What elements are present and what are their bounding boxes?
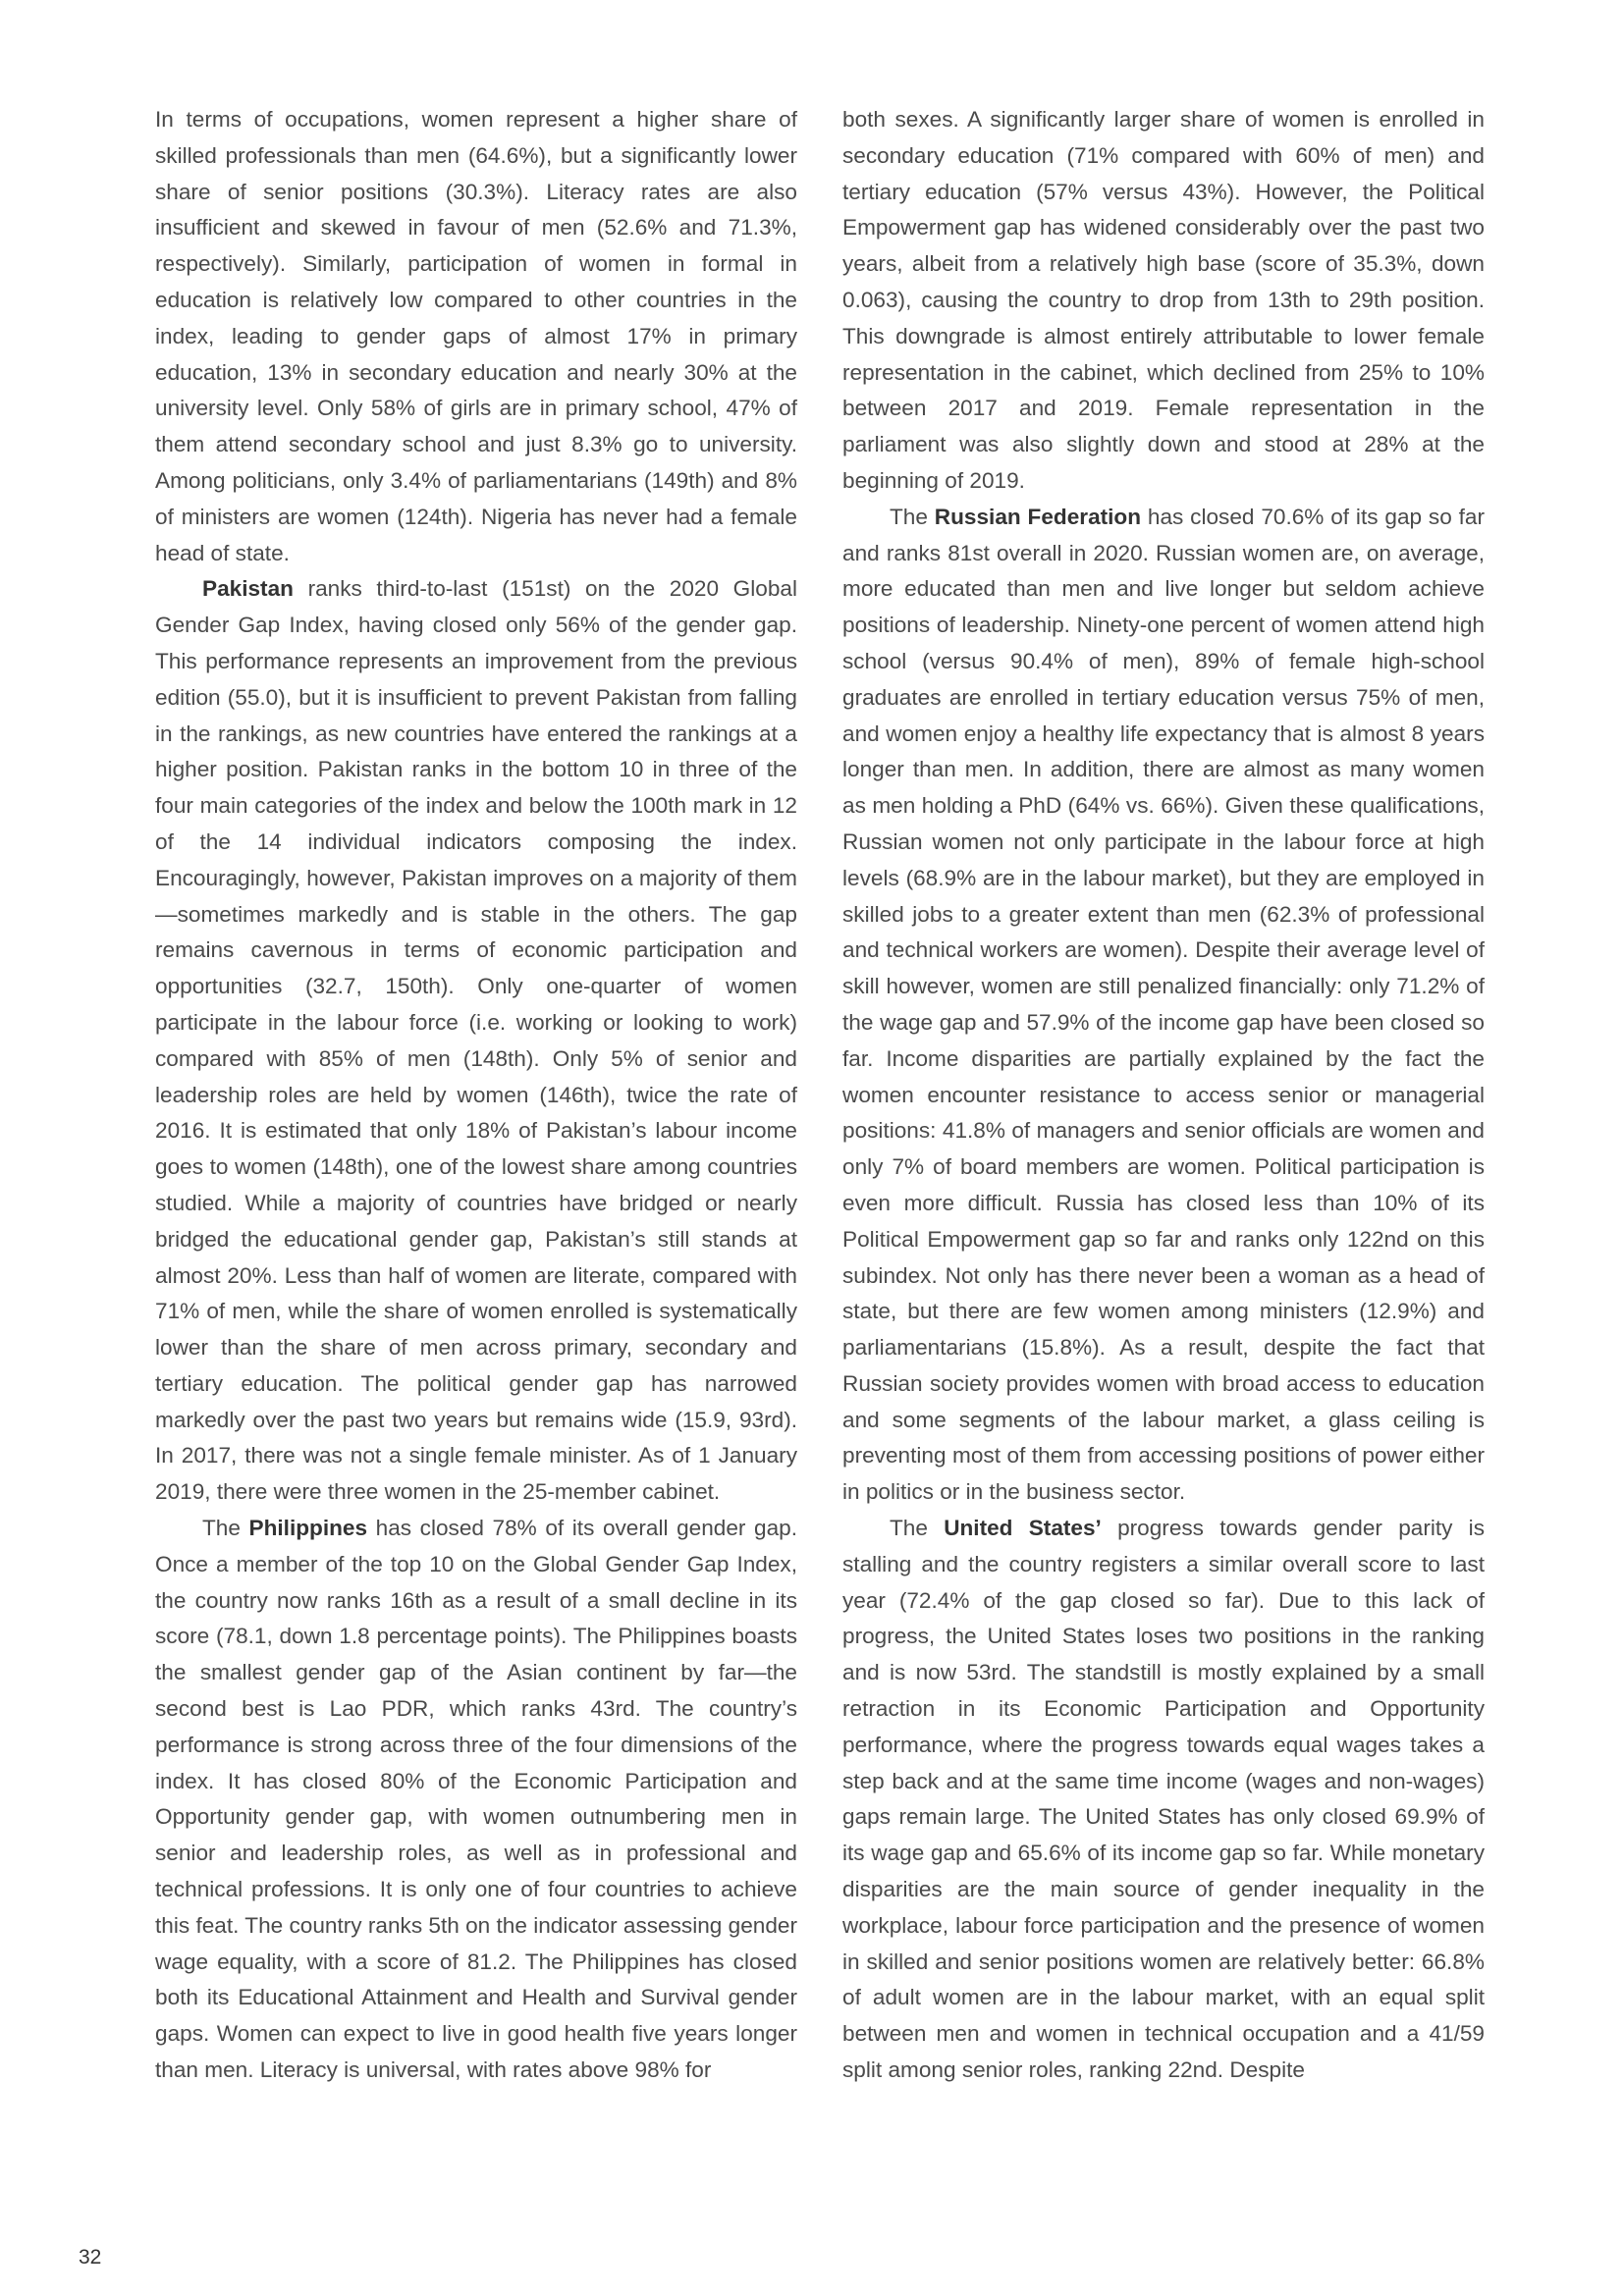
left-column — [155, 102, 797, 2089]
paragraph-prefix: The — [202, 1516, 249, 1541]
paragraph-text: ranks third-to-last (151st) on the 2020 Global Gender Gap Index, having closed only 56% of the gender gap. This performance represents an improvement from the previous edition (55.0), but it is insufficient to prevent Pakistan from falling in the rankings, as new countries have entered the rankings at a higher position. Pakistan ranks in the bottom 10 in three of the four main categories of the index and below the 100th mark in 12 of the 14 individual indicators composing the index. Encouragingly, however, Pakistan improves on a majority of them—sometimes markedly and is stable in the others. The gap remains cavernous in terms of economic participation and opportunities (32.7, 150th). Only one-quarter of women participate in the labour force (i.e. working or looking to work) compared with 85% of men (148th). Only 5% of senior and leadership roles are held by women (146th), twice the rate of 2016. It is estimated that only 18% of Pakistan’s labour income goes to women (148th), one of the lowest share among countries studied. While a majority of countries have bridged or nearly bridged the educational gender gap, Pakistan’s still stands at almost 20%. Less than half of women are literate, compared with 71% of men, while the share of women enrolled is systematically lower than the share of men across primary, secondary and tertiary education. The political gender gap has narrowed markedly over the past two years but remains wide (15.9, 93rd). In 2017, there was not a single female minister. As of 1 January 2019, there were three women in the 25-member cabinet. — [155, 576, 797, 1505]
paragraph-nigeria-continued: In terms of occupations, women represent a higher share of skilled professionals than men (64.6%), but a significantly lower share of senior positions (30.3%). Literacy rates are also insufficient and skewed in favour of men (52.6% and 71.3%, respectively). Similarly, participation of women in formal in education is relatively low compared to other countries in the index, leading to gender gaps of almost 17% in primary education, 13% in secondary education and nearly 30% at the university level. Only 58% of girls are in primary school, 47% of them attend secondary school and just 8.3% go to university. Among politicians, only 3.4% of parliamentarians (149th) and 8% of ministers are women (124th). Nigeria has never had a female head of state. — [155, 107, 797, 565]
paragraph-philippines-continued: both sexes. A significantly larger share of women is enrolled in secondary education (71% compared with 60% of men) and tertiary education (57% versus 43%). However, the Political Empowerment gap has widened considerably over the past two years, albeit from a relatively high base (score of 35.3%, down 0.063), causing the country to drop from 13th to 29th position. This downgrade is almost entirely attributable to lower female representation in the cabinet, which declined from 25% to 10% between 2017 and 2019. Female representation in the parliament was also slightly down and stood at 28% at the beginning of 2019. — [842, 107, 1485, 493]
paragraph-united-states — [842, 1511, 1485, 2089]
country-name-russian-federation: Russian Federation — [934, 504, 1142, 529]
paragraph-philippines — [155, 1511, 797, 2089]
page-number: 32 — [79, 2246, 102, 2269]
paragraph-russian-federation — [842, 500, 1485, 1511]
paragraph-text: has closed 78% of its overall gender gap. Once a member of the top 10 on the Global Gender Gap Index, the country now ranks 16th as a result of a small decline in its score (78.1, down 1.8 percentage points). The Philippines boasts the smallest gender gap of the Asian continent by far—the second best is Lao PDR, which ranks 43rd. The country’s performance is strong across three of the four dimensions of the index. It has closed 80% of the Economic Participation and Opportunity gender gap, with women outnumbering men in senior and leadership roles, as well as in professional and technical professions. It is only one of four countries to achieve this feat. The country ranks 5th on the indicator assessing gender wage equality, with a score of 81.2. The Philippines has closed both its Educational Attainment and Health and Survival gender gaps. Women can expect to live in good health five years longer than men. Literacy is universal, with rates above 98% for — [155, 1516, 798, 2083]
country-name-united-states: United States’ — [944, 1516, 1102, 1541]
paragraph-text: progress towards gender parity is stalling and the country registers a similar overall score to last year (72.4% of the gap closed so far). Due to this lack of progress, the United States loses two positions in the ranking and is now 53rd. The standstill is mostly explained by a small retraction in its Economic Participation and Opportunity performance, where the progress towards equal wages takes a step back and at the same time income (wages and non-wages) gaps remain large. The United States has only closed 69.9% of its wage gap and 65.6% of its income gap so far. While monetary disparities are the main source of gender inequality in the workplace, labour force participation and the presence of women in skilled and senior positions women are relatively better: 66.8% of adult women are in the labour market, with an equal split between men and women in technical occupation and a 41/59 split among senior roles, ranking 22nd. Despite — [842, 1516, 1486, 2083]
country-name-pakistan: Pakistan — [202, 576, 294, 602]
paragraph-prefix: The — [890, 504, 935, 529]
country-name-philippines: Philippines — [248, 1516, 368, 1541]
paragraph-prefix: The — [890, 1516, 945, 1541]
right-column — [842, 102, 1485, 2089]
paragraph-pakistan — [155, 571, 797, 1511]
paragraph-text: has closed 70.6% of its gap so far and ranks 81st overall in 2020. Russian women are, on average, more educated than men and live longer but seldom achieve positions of leadership. Ninety-one percent of women attend high school (versus 90.4% of men), 89% of female high-school graduates are enrolled in tertiary education versus 75% of men, and women enjoy a healthy life expectancy that is almost 8 years longer than men. In addition, there are almost as many women as men holding a PhD (64% vs. 66%). Given these qualifications, Russian women not only participate in the labour force at high levels (68.9% are in the labour market), but they are employed in skilled jobs to a greater extent than men (62.3% of professional and technical workers are women). Despite their average level of skill however, women are still penalized financially: only 71.2% of the wage gap and 57.9% of the income gap have been closed so far. Income disparities are partially explained by the fact the women encounter resistance to access senior or managerial positions: 41.8% of managers and senior officials are women and only 7% of board members are women. Political participation is even more difficult. Russia has closed less than 10% of its Political Empowerment gap so far and ranks only 122nd on this subindex. Not only has there never been a woman as a head of state, but there are few women among ministers (12.9%) and parliamentarians (15.8%). As a result, despite the fact that Russian society provides women with broad access to education and some segments of the labour market, a glass ceiling is preventing most of them from accessing positions of power either in politics or in the business sector. — [842, 504, 1486, 1505]
